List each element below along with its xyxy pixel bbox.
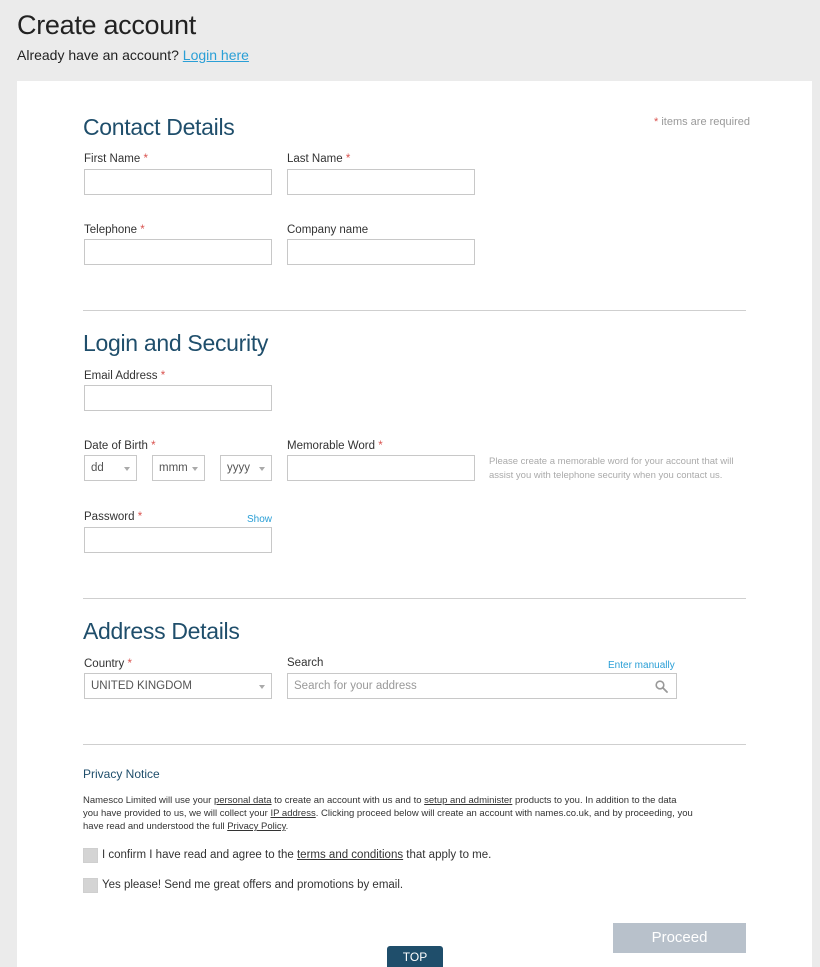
privacy-text-part: . <box>285 821 289 832</box>
privacy-text-part: you have provided to us, we will collect your <box>83 808 271 819</box>
offers-checkbox-label: Yes please! Send me great offers and promotions by email. <box>102 879 404 891</box>
offers-checkbox[interactable] <box>83 878 98 893</box>
privacy-text-part: products to you. In addition to the data <box>512 795 677 806</box>
back-to-top-button[interactable]: TOP <box>387 946 443 967</box>
create-account-form <box>17 81 812 967</box>
required-note <box>654 116 750 128</box>
country-label-text: Country <box>84 658 125 670</box>
telephone-label-text: Telephone <box>84 224 138 236</box>
required-asterisk: * <box>140 224 145 236</box>
country-select[interactable] <box>84 673 272 699</box>
page-title: Create account <box>17 10 196 40</box>
last-name-label <box>287 153 350 165</box>
chevron-down-icon <box>259 685 265 689</box>
login-prompt-text: Already have an account? <box>17 47 179 63</box>
privacy-line <box>83 820 753 833</box>
dob-year-value: yyyy <box>227 462 250 474</box>
last-name-label-text: Last Name <box>287 153 343 165</box>
memorable-word-hint <box>489 455 749 483</box>
chevron-down-icon <box>124 467 130 471</box>
privacy-line <box>83 794 753 807</box>
terms-checkbox[interactable] <box>83 848 98 863</box>
privacy-notice-text <box>83 794 753 833</box>
email-label-text: Email Address <box>84 370 158 382</box>
login-security-title: Login and Security <box>83 330 269 356</box>
privacy-line <box>83 807 753 820</box>
search-placeholder: Search for your address <box>294 680 417 692</box>
password-label <box>84 511 142 523</box>
dob-label <box>84 440 156 452</box>
first-name-label-text: First Name <box>84 153 141 165</box>
memorable-word-label <box>287 440 383 452</box>
section-divider <box>83 598 746 599</box>
required-asterisk: * <box>127 658 132 670</box>
terms-checkbox-label <box>102 849 491 861</box>
dob-month-select[interactable] <box>152 455 205 481</box>
address-search-input[interactable] <box>287 673 677 699</box>
company-name-label: Company name <box>287 224 369 236</box>
dob-day-value: dd <box>91 462 104 474</box>
email-label <box>84 370 165 382</box>
telephone-input[interactable] <box>84 239 272 265</box>
first-name-label <box>84 153 148 165</box>
dob-year-select[interactable] <box>220 455 272 481</box>
ip-address-link[interactable]: IP address <box>270 808 316 819</box>
country-label <box>84 658 132 670</box>
required-note-text: items are required <box>661 116 750 128</box>
required-asterisk: * <box>160 370 166 382</box>
hint-line: Please create a memorable word for your account that will <box>489 456 734 467</box>
memorable-word-input[interactable] <box>287 455 475 481</box>
required-asterisk: * <box>151 440 156 452</box>
dob-label-text: Date of Birth <box>84 440 148 452</box>
show-password-link[interactable]: Show <box>247 514 273 525</box>
last-name-input[interactable] <box>287 169 475 195</box>
chevron-down-icon <box>259 467 265 471</box>
privacy-text-part: . Clicking proceed below will create an account with names.co.uk, and by proceeding, you <box>315 808 693 819</box>
dob-day-select[interactable] <box>84 455 137 481</box>
privacy-text-part: to create an account with us and to <box>271 795 425 806</box>
password-input[interactable] <box>84 527 272 553</box>
terms-link[interactable]: terms and conditions <box>296 849 404 861</box>
enter-manually-link[interactable]: Enter manually <box>608 660 675 671</box>
country-value: UNITED KINGDOM <box>91 680 192 692</box>
privacy-text-part: have read and understood the full <box>83 821 228 832</box>
personal-data-link[interactable]: personal data <box>213 795 272 806</box>
address-details-title: Address Details <box>83 618 240 644</box>
password-label-text: Password <box>84 511 135 523</box>
telephone-label <box>84 224 145 236</box>
memorable-word-label-text: Memorable Word <box>287 440 375 452</box>
company-name-input[interactable] <box>287 239 475 265</box>
required-asterisk: * <box>654 116 659 128</box>
section-divider <box>83 744 746 745</box>
terms-text: that apply to me. <box>403 849 492 861</box>
login-prompt <box>17 47 249 63</box>
required-asterisk: * <box>378 440 383 452</box>
email-input[interactable] <box>84 385 272 411</box>
chevron-down-icon <box>192 467 198 471</box>
required-asterisk: * <box>137 511 143 523</box>
proceed-button[interactable]: Proceed <box>613 923 746 953</box>
required-asterisk: * <box>345 153 351 165</box>
terms-text: I confirm I have read and agree to the <box>102 849 297 861</box>
setup-administer-link[interactable]: setup and administer <box>424 795 513 806</box>
search-label: Search <box>287 657 324 669</box>
privacy-policy-link[interactable]: Privacy Policy <box>227 821 286 832</box>
hint-line: assist you with telephone security when you contact us. <box>489 470 723 481</box>
section-divider <box>83 310 746 311</box>
contact-details-title: Contact Details <box>83 114 235 140</box>
privacy-notice-heading: Privacy Notice <box>83 767 160 781</box>
first-name-input[interactable] <box>84 169 272 195</box>
privacy-text-part: Namesco Limited will use your <box>83 795 214 806</box>
required-asterisk: * <box>143 153 148 165</box>
search-icon <box>655 680 668 693</box>
login-link[interactable]: Login here <box>182 47 249 63</box>
dob-month-value: mmm <box>159 462 188 474</box>
